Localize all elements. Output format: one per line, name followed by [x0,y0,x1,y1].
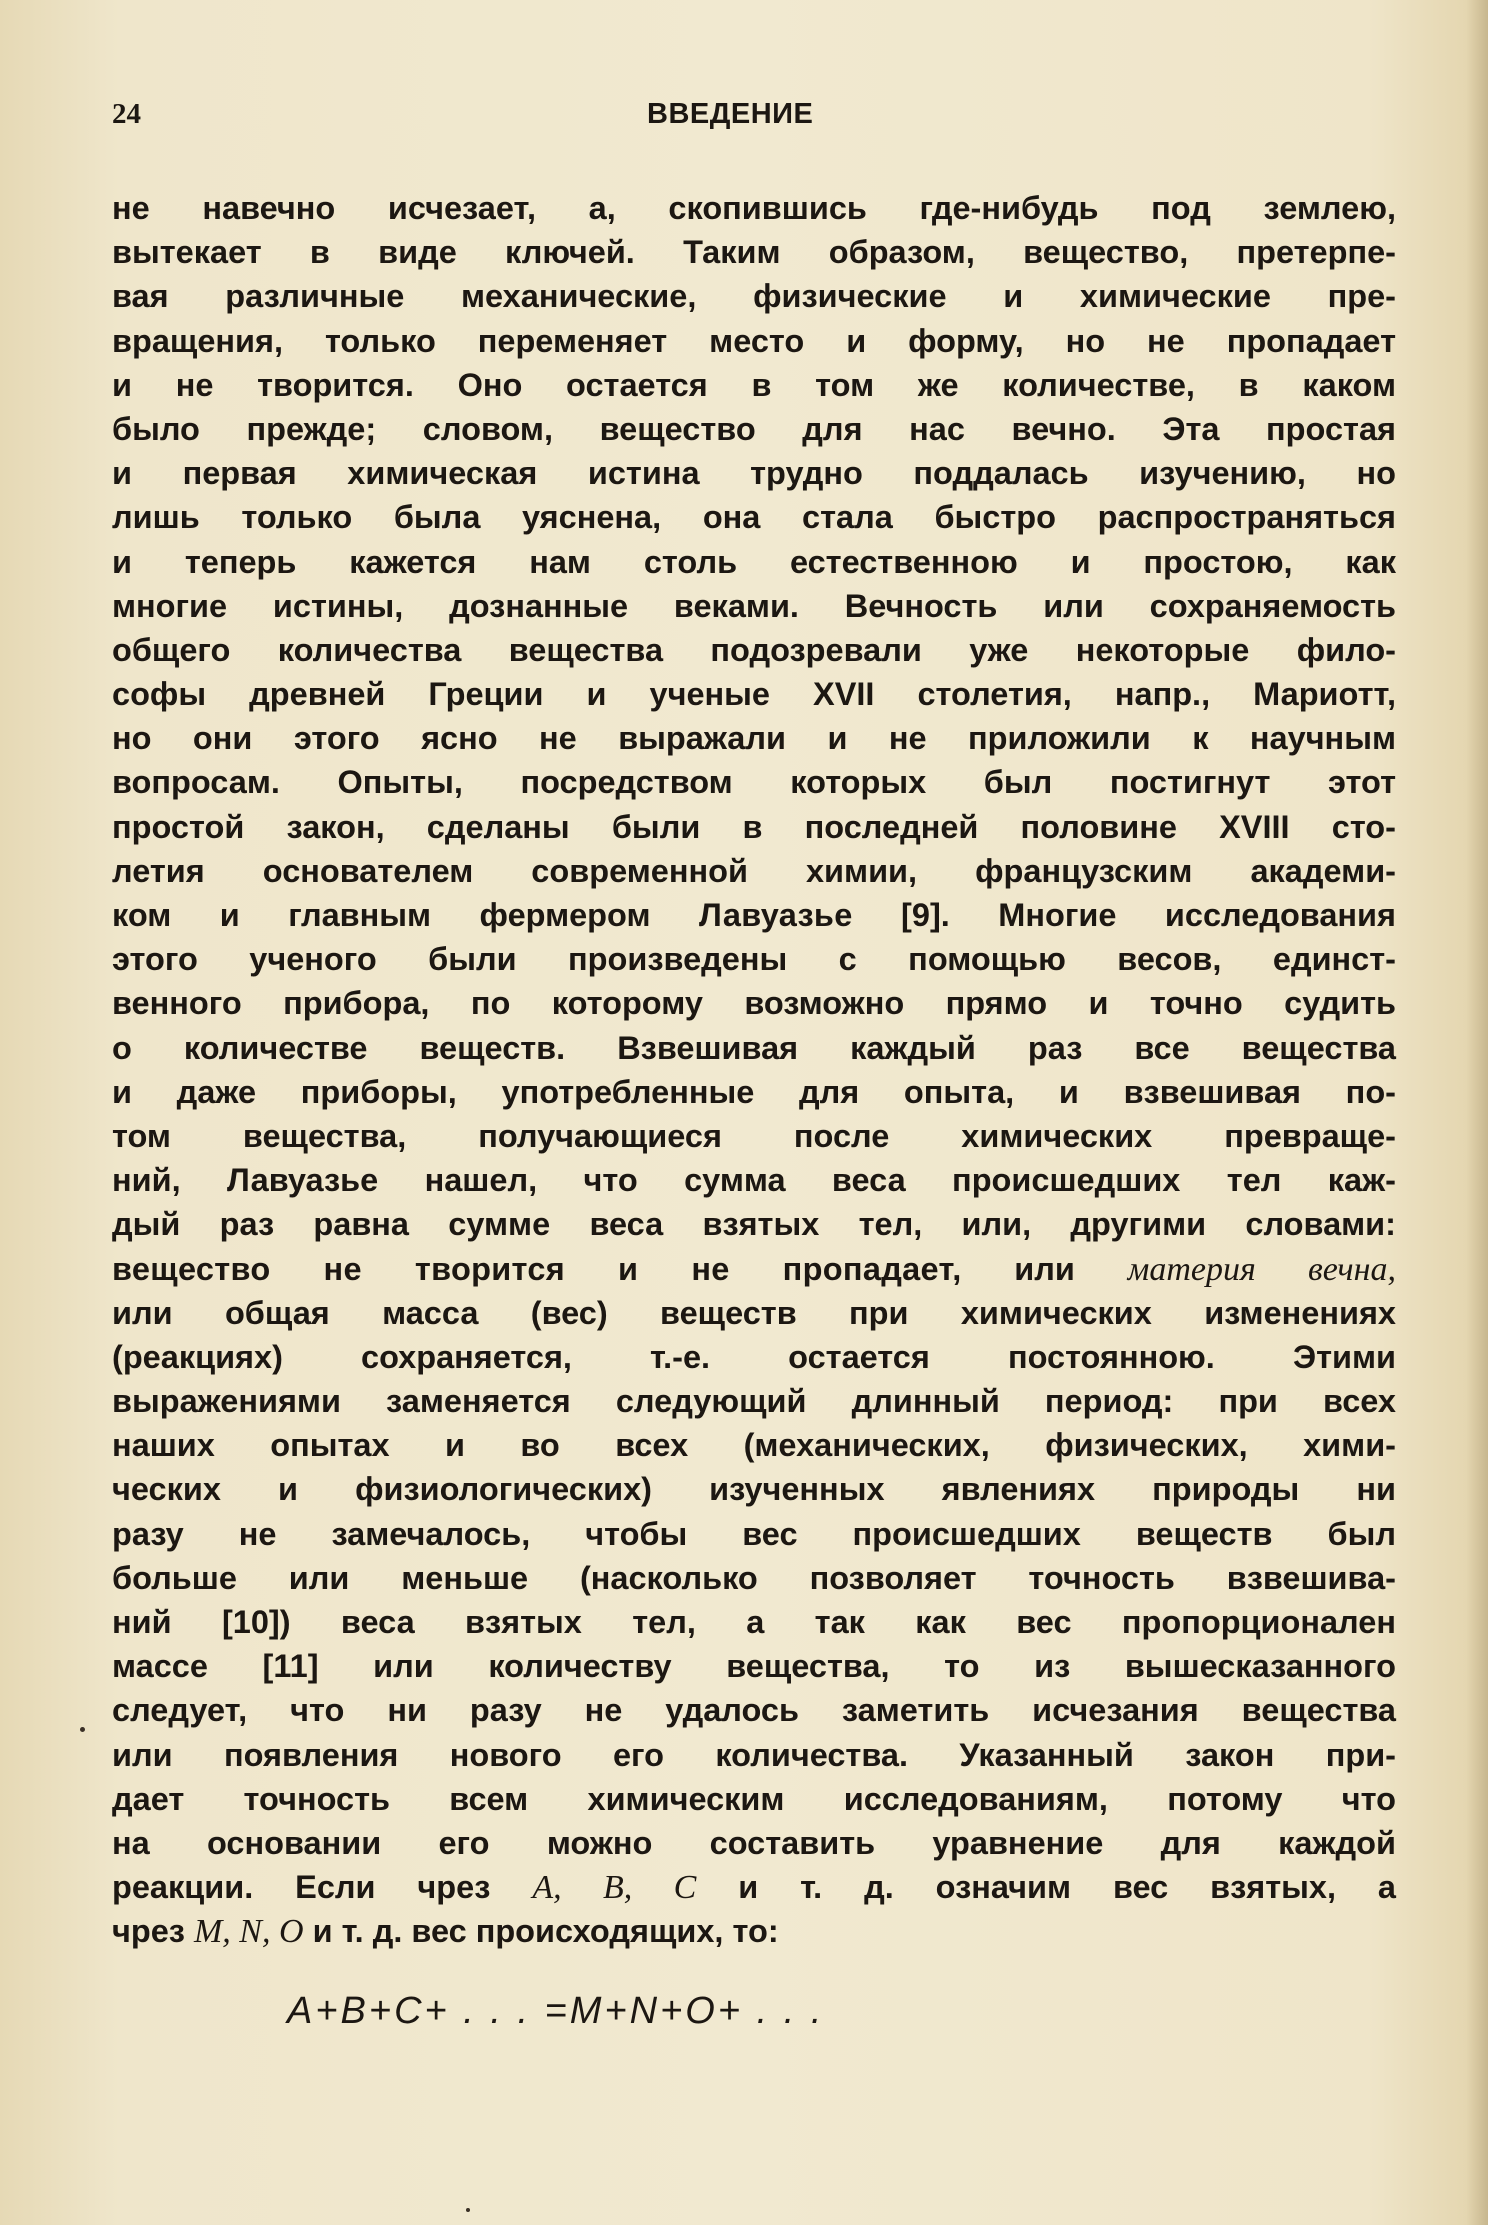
text-line: о количестве веществ. Взвешивая каждый раз все вещества [112,1029,1396,1066]
text-line: вытекает в виде ключей. Таким образом, вещество, претерпе- [112,234,1396,271]
text-line: и первая химическая истина трудно поддалась изучению, но [112,455,1396,492]
print-speck [80,1727,85,1732]
text-line: выражениями заменяется следующий длинный период: при всех [112,1383,1396,1420]
text-line: (реакциях) сохраняется, т.-е. остается постоянною. Этими [112,1338,1396,1375]
text-line: дает точность всем химическим исследованиям, потому что [112,1780,1396,1817]
text-line: ний [10]) веса взятых тел, а так как вес пропорционален [112,1604,1396,1640]
text-line-mno: чрез M, N, O и т. д. вес происходящих, то: [112,1913,779,1951]
text-line: но они этого ясно не выражали и не приложили к научным [112,720,1396,757]
body-text [112,186,1396,1954]
text-line: простой закон, сделаны были в последней половине XVIII сто- [112,808,1396,845]
text-line-abc: реакции. Если чрез A, B, C и т. д. означим вес взятых, а [112,1869,1396,1907]
text-line: этого ученого были произведены с помощью весов, единст- [112,941,1396,978]
text-line: ческих и физиологических) изученных явлениях природы ни [112,1471,1396,1508]
print-speck [466,2208,470,2212]
text-line: не навечно исчезает, а, скопившись где-нибудь под землею, [112,190,1396,226]
text-line: или общая масса (вес) веществ при химических изменениях [112,1294,1396,1331]
text-line-lavoisier: ком и главным фермером Лавуазье [9]. Многие исследования [112,897,1396,933]
text-line: многие истины, дознанные веками. Вечность или сохраняемость [112,587,1396,624]
matter-eternal-italic: материя вечна, [1127,1250,1397,1288]
variables-mno: M, N, O [193,1913,304,1951]
running-head: ВВЕДЕНИЕ [647,98,814,130]
text-line-law: вещество не творится и не пропадает, или материя вечна, [112,1250,1397,1288]
text-line: или появления нового его количества. Указанный закон при- [112,1736,1396,1773]
name-lavoisier: Лавуазье [698,897,853,933]
text-line: наших опытах и во всех (механических, физических, хими- [112,1427,1396,1464]
text-line: вращения, только переменяет место и форму, но не пропадает [112,322,1396,359]
variables-abc: A, B, C [532,1869,697,1907]
text-line: и не творится. Оно остается в том же количестве, в каком [112,366,1396,403]
text-line: лишь только была уяснена, она стала быстро распространяться [112,499,1396,536]
text-line: ний, Лавуазье нашел, что сумма веса происшедших тел каж- [112,1162,1396,1199]
text-line: общего количества вещества подозревали уже некоторые фило- [112,631,1396,668]
text-line: летия основателем современной химии, французским академи- [112,852,1396,889]
text-line: было прежде; словом, вещество для нас вечно. Эта простая [112,410,1396,447]
text-line: больше или меньше (насколько позволяет точность взвешива- [112,1559,1396,1596]
law-statement: вещество не творится и не пропадает, [112,1250,962,1287]
page-header [112,98,1396,142]
text-line: и даже приборы, употребленные для опыта, и взвешивая по- [112,1073,1396,1110]
text-line: следует, что ни разу не удалось заметить исчезания вещества [112,1692,1396,1729]
conservation-equation: A+B+C+ . . . =M+N+O+ . . . [287,1990,825,2032]
text-line: и теперь кажется нам столь естественною и простою, как [112,543,1396,580]
page-edge-shadow [1466,0,1488,2225]
text-line: разу не замечалось, чтобы вес происшедших веществ был [112,1515,1396,1552]
text-line: дый раз равна сумме веса взятых тел, или, другими словами: [112,1206,1396,1243]
text-line: том вещества, получающиеся после химических превраще- [112,1117,1396,1154]
text-line: вая различные механические, физические и химические пре- [112,278,1396,315]
text-line: венного прибора, по которому возможно прямо и точно судить [112,985,1396,1022]
text-line: массе [11] или количеству вещества, то из вышесказанного [112,1648,1396,1685]
page-number: 24 [112,98,141,130]
text-line: на основании его можно составить уравнение для каждой [112,1824,1396,1861]
text-line: вопросам. Опыты, посредством которых был постигнут этот [112,764,1396,801]
text-line: софы древней Греции и ученые XVII столетия, напр., Мариотт, [112,676,1396,713]
